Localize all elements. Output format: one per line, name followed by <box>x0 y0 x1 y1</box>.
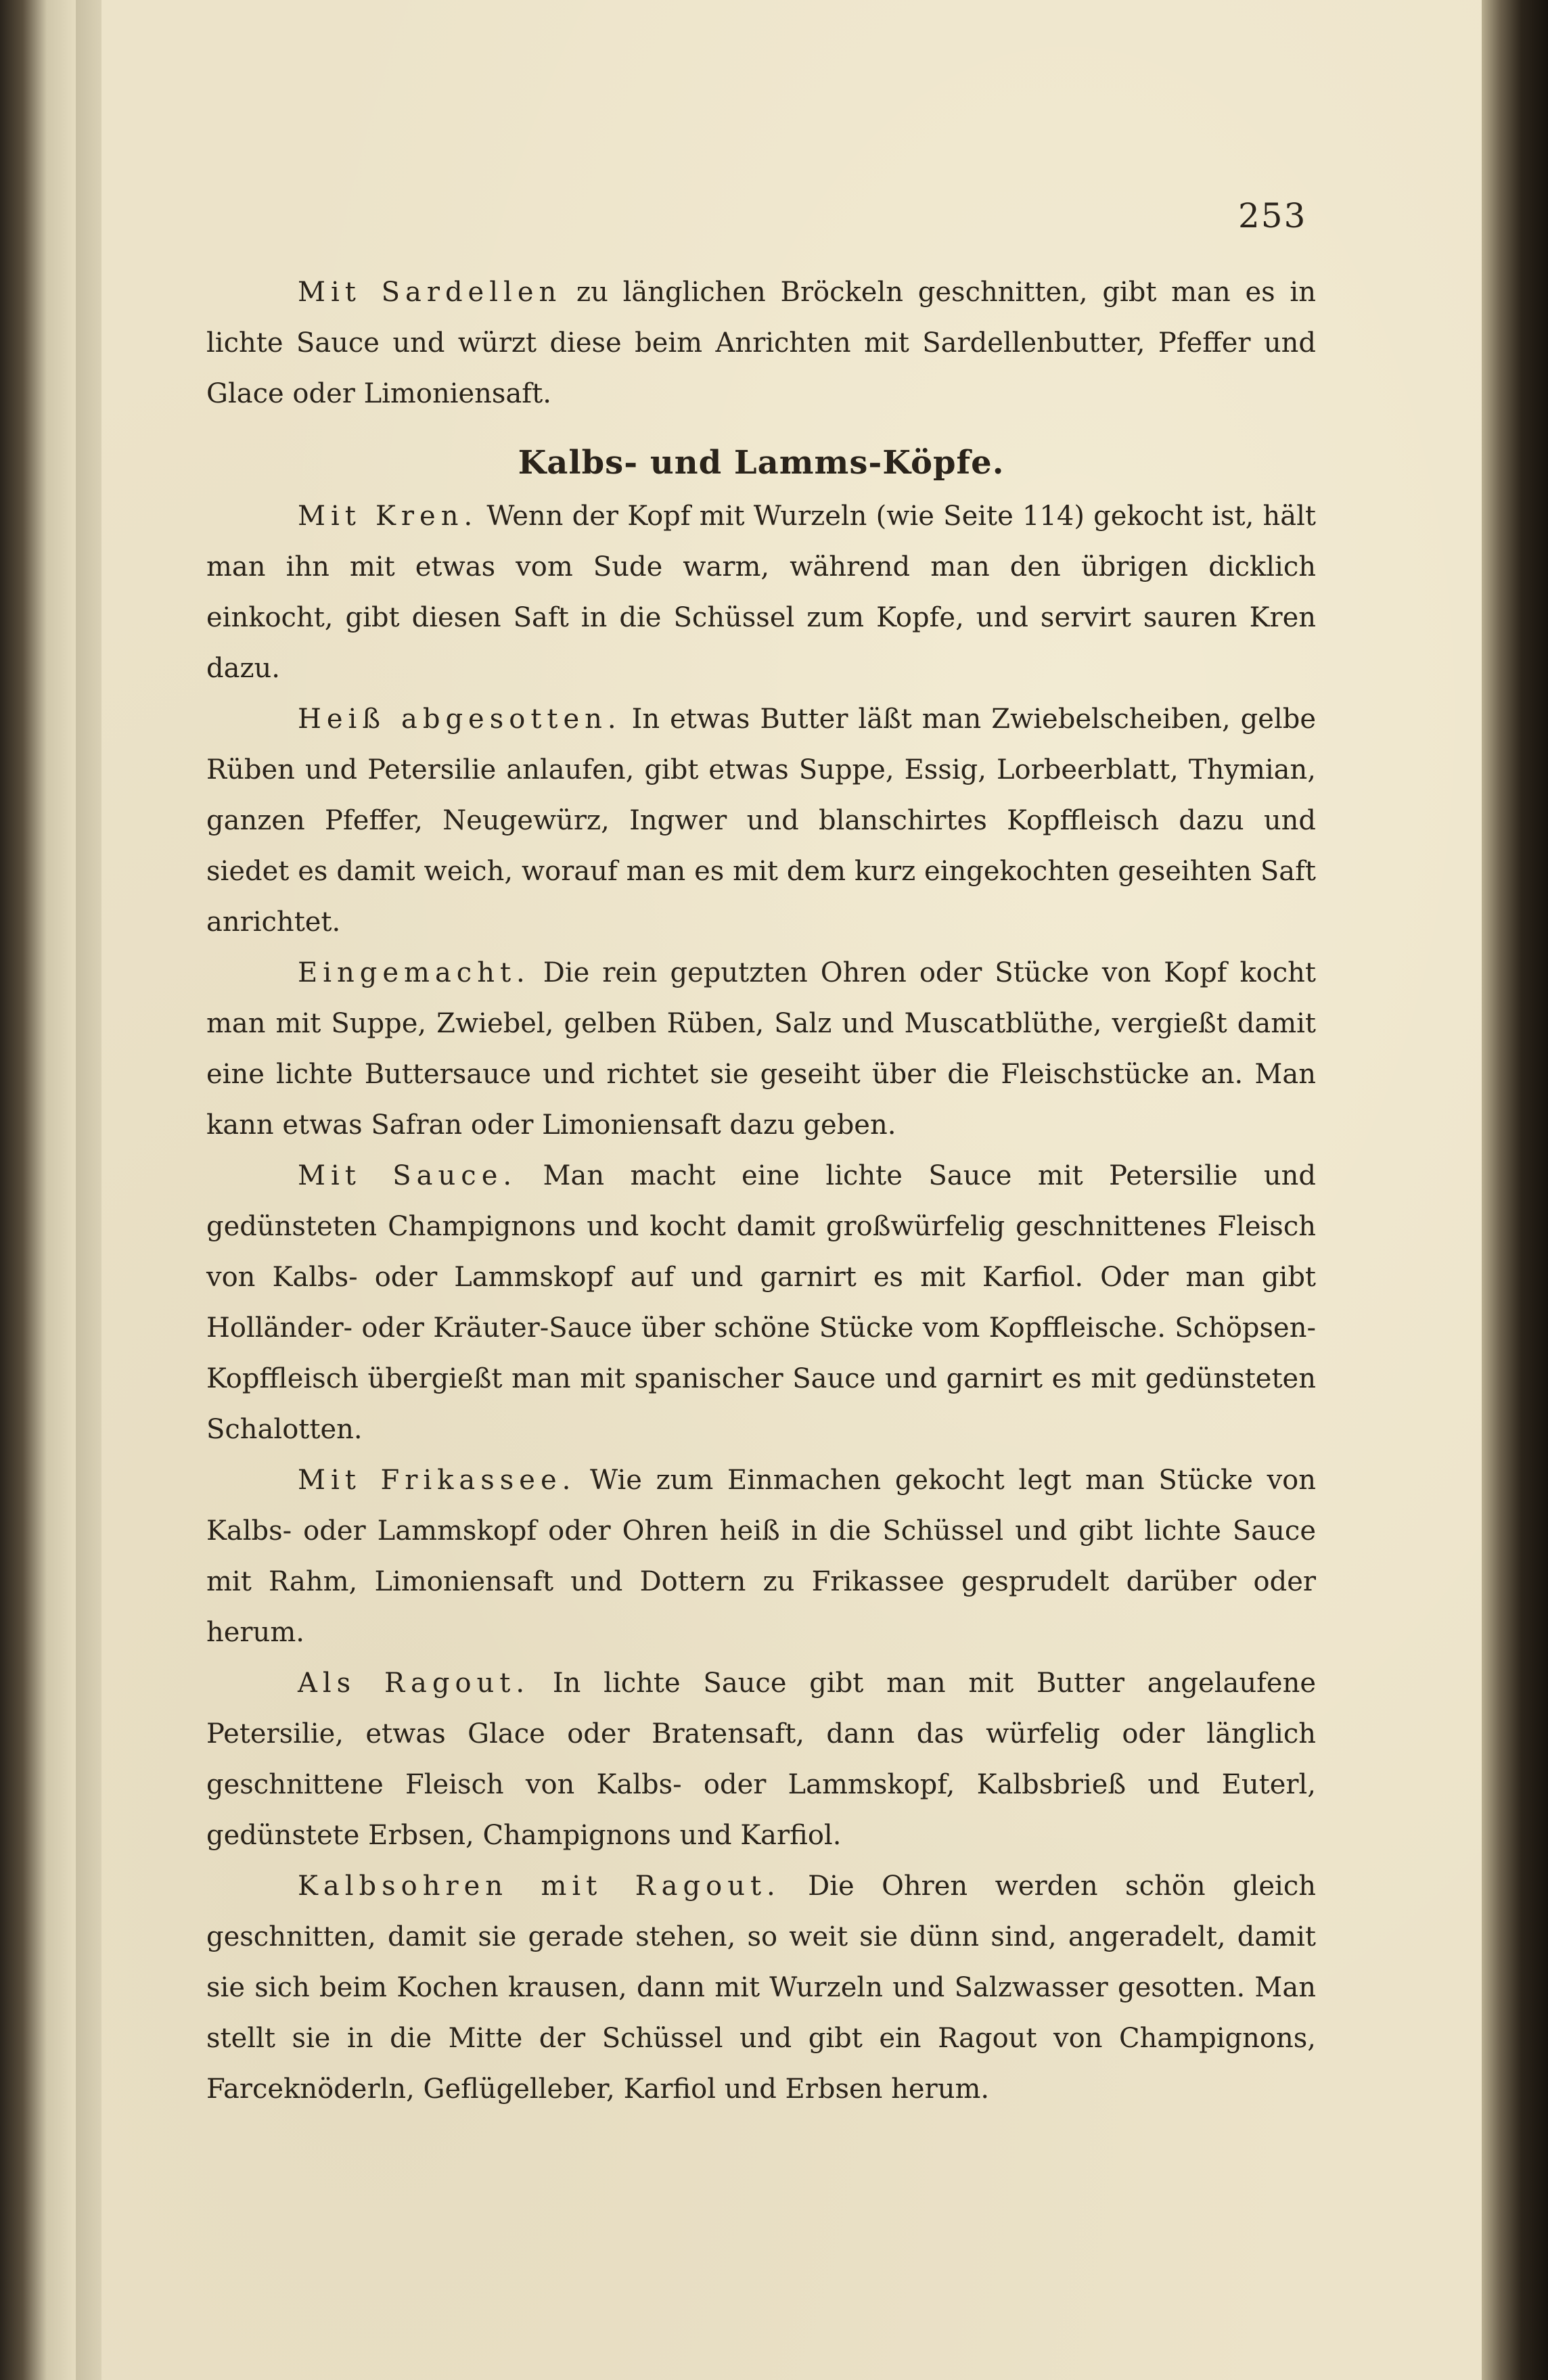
section-heading: Kalbs- und Lamms-Köpfe. <box>518 444 1005 482</box>
paragraph-body: Man macht eine lichte Sauce mit Petersilie und gedünsteten Champignons und kocht damit großwürfelig geschnittenes Fleisch von Kalbs- oder Lammskopf auf und garnirt es mit Karfiol. Oder man gibt Holländer- oder Kräuter-Sauce über schöne Stücke vom Kopffleische. Schöpsen-Kopffleisch übergießt man mit spanischer Sauce und garnirt es mit gedünsteten Schalotten. <box>206 1160 1316 1445</box>
paragraph-lead: Mit Sardellen <box>298 277 562 308</box>
page-stack-edge <box>1482 0 1548 2380</box>
paragraph-eingemacht <box>206 948 1316 1151</box>
paragraph-lead: Heiß abgesotten. <box>298 704 622 735</box>
paragraph-body: In lichte Sauce gibt man mit Butter angelaufene Petersilie, etwas Glace oder Bratensaft, dann das würfelig oder länglich geschnittene Fleisch von Kalbs- oder Lammskopf, Kalbsbrieß und Euterl, gedünstete Erbsen, Champignons und Karfiol. <box>206 1668 1317 1851</box>
paragraph-body: Wenn der Kopf mit Wurzeln (wie Seite 114) gekocht ist, hält man ihn mit etwas vom Sude warm, während man den übrigen dicklich einkocht, gibt diesen Saft in die Schüssel zum Kopfe, und servirt sauren Kren dazu. <box>206 501 1316 684</box>
paragraph-body: Die rein geputzten Ohren oder Stücke von Kopf kocht man mit Suppe, Zwiebel, gelben Rüben, Salz und Muscatblüthe, vergießt damit eine lichte Buttersauce und richtet sie geseiht über die Fleischstücke an. Man kann etwas Safran oder Limoniensaft dazu geben. <box>206 957 1316 1141</box>
paragraph-lead: Kalbsohren mit Ragout. <box>298 1871 781 1902</box>
paragraph-kalbsohren-mit-ragout <box>206 1861 1316 2115</box>
paragraph-lead: Mit Frikassee. <box>298 1465 576 1496</box>
paragraph-body: Die Ohren werden schön gleich geschnitten, damit sie gerade stehen, so weit sie dünn sind, angeradelt, damit sie sich beim Kochen krausen, dann mit Wurzeln und Salzwasser gesotten. Man stellt sie in die Mitte der Schüssel und gibt ein Ragout von Champignons, Farceknöderln, Geflügelleber, Karfiol und Erbsen herum. <box>206 1871 1316 2105</box>
paragraph-body: In etwas Butter läßt man Zwiebelscheiben, gelbe Rüben und Petersilie anlaufen, gibt etwas Suppe, Essig, Lorbeerblatt, Thymian, ganzen Pfeffer, Neugewürz, Ingwer und blanschirtes Kopffleisch dazu und siedet es damit weich, worauf man es mit dem kurz eingekochten geseihten Saft anrichtet. <box>206 704 1316 938</box>
paragraph-lead: Als Ragout. <box>298 1668 530 1699</box>
paragraph-body: Wie zum Einmachen gekocht legt man Stücke von Kalbs- oder Lammskopf oder Ohren heiß in die Schüssel und gibt lichte Sauce mit Rahm, Limoniensaft und Dottern zu Frikassee gesprudelt darüber oder herum. <box>206 1465 1317 1648</box>
paragraph-lead: Mit Sauce. <box>298 1160 518 1191</box>
paragraph-lead: Eingemacht. <box>298 957 530 988</box>
page-number: 253 <box>1238 196 1307 235</box>
previous-page-edge <box>0 0 76 2380</box>
paragraph-als-ragout <box>206 1658 1316 1861</box>
paragraph-lead: Mit Kren. <box>298 501 478 532</box>
paragraph-mit-sauce <box>206 1151 1316 1455</box>
page-text <box>206 267 1316 2115</box>
paragraph-intro <box>206 267 1316 419</box>
paragraph-mit-kren <box>206 491 1316 694</box>
paragraph-mit-frikassee <box>206 1455 1316 1658</box>
paragraph-body: zu länglichen Bröckeln geschnitten, gibt man es in lichte Sauce und würzt diese beim Anrichten mit Sardellenbutter, Pfeffer und Glace oder Limoniensaft. <box>206 277 1316 409</box>
paragraph-heiss-abgesotten <box>206 694 1316 948</box>
